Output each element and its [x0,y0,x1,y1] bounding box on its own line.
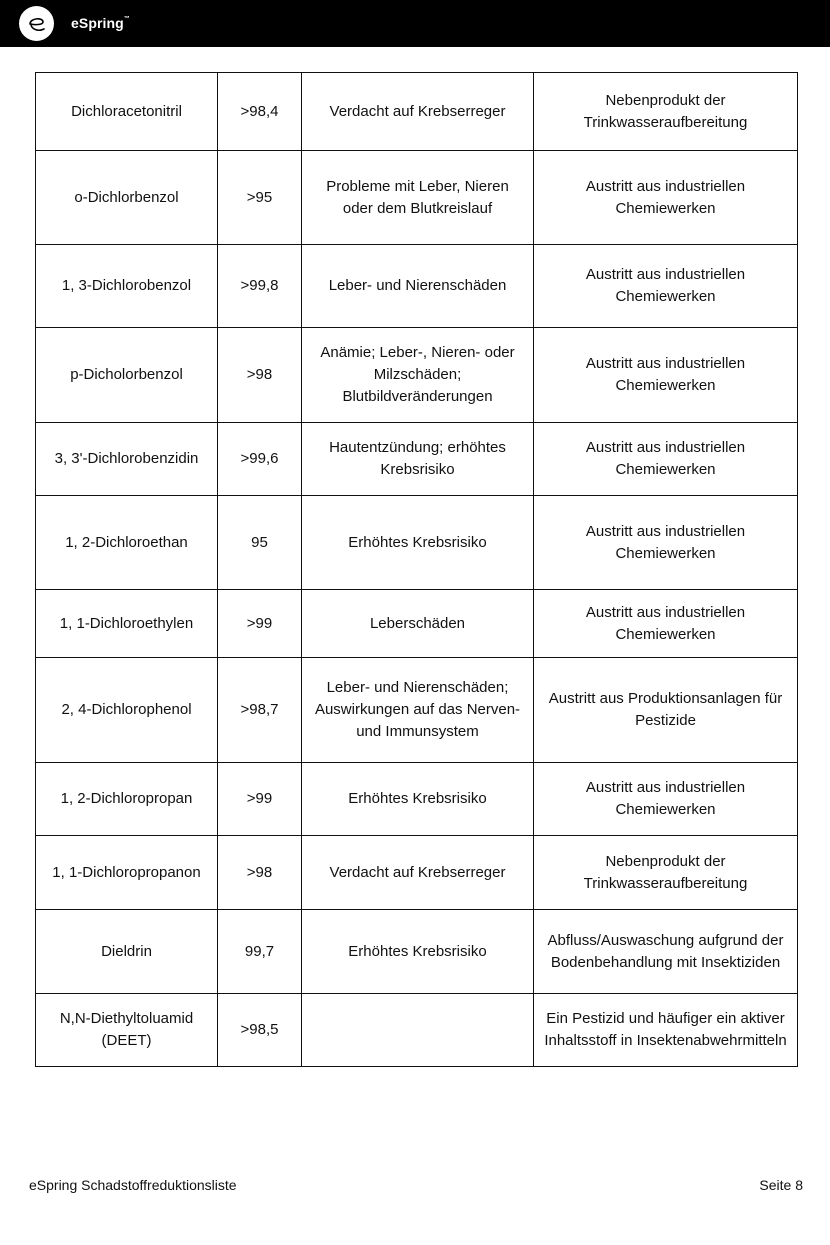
substance-cell: 1, 2-Dichloroethan [36,496,218,590]
risk-cell: Anämie; Leber-, Nieren- oder Milzschäden; Blutbildveränderungen [302,328,534,423]
espring-logo-icon [19,6,54,41]
source-cell: Austritt aus Produktionsanlagen für Pestizide [534,658,798,763]
risk-cell: Leber- und Nierenschäden; Auswirkungen auf das Nerven- und Immunsystem [302,658,534,763]
contaminant-table [35,72,798,1067]
substance-cell: 2, 4-Dichlorophenol [36,658,218,763]
table-row [36,658,798,763]
risk-cell: Erhöhtes Krebsrisiko [302,763,534,836]
table-row [36,151,798,245]
table-row [36,73,798,151]
source-cell: Austritt aus industriellen Chemiewerken [534,590,798,658]
source-cell: Nebenprodukt der Trinkwasseraufbereitung [534,73,798,151]
table-row [36,496,798,590]
reduction-cell: 95 [218,496,302,590]
reduction-cell: >99 [218,763,302,836]
brand-name [71,15,130,31]
reduction-cell: >99,8 [218,245,302,328]
trademark: ™ [123,16,130,22]
table-row [36,994,798,1067]
source-cell: Austritt aus industriellen Chemiewerken [534,763,798,836]
reduction-cell: >98,5 [218,994,302,1067]
substance-cell: Dieldrin [36,910,218,994]
risk-cell: Leber- und Nierenschäden [302,245,534,328]
table-row [36,245,798,328]
substance-cell: o-Dichlorbenzol [36,151,218,245]
substance-cell: 3, 3'-Dichlorobenzidin [36,423,218,496]
source-cell: Nebenprodukt der Trinkwasseraufbereitung [534,836,798,910]
risk-cell [302,994,534,1067]
substance-cell: 1, 1-Dichloropropanon [36,836,218,910]
substance-cell: Dichloracetonitril [36,73,218,151]
substance-cell: 1, 3-Dichlorobenzol [36,245,218,328]
substance-cell: p-Dicholorbenzol [36,328,218,423]
substance-cell: 1, 1-Dichloroethylen [36,590,218,658]
footer-document-title: eSpring Schadstoffreduktionsliste [29,1177,237,1193]
substance-cell: 1, 2-Dichloropropan [36,763,218,836]
reduction-cell: >98 [218,328,302,423]
reduction-cell: >99,6 [218,423,302,496]
reduction-cell: >98 [218,836,302,910]
risk-cell: Hautentzündung; erhöhtes Krebsrisiko [302,423,534,496]
risk-cell: Verdacht auf Krebserreger [302,73,534,151]
page-header [0,0,830,47]
table-row [36,423,798,496]
source-cell: Austritt aus industriellen Chemiewerken [534,245,798,328]
risk-cell: Verdacht auf Krebserreger [302,836,534,910]
risk-cell: Leberschäden [302,590,534,658]
reduction-cell: 99,7 [218,910,302,994]
source-cell: Austritt aus industriellen Chemiewerken [534,328,798,423]
risk-cell: Erhöhtes Krebsrisiko [302,496,534,590]
source-cell: Ein Pestizid und häufiger ein aktiver Inhaltsstoff in Insektenabwehrmitteln [534,994,798,1067]
reduction-cell: >95 [218,151,302,245]
espring-logo-glyph [26,13,48,35]
table-row [36,328,798,423]
reduction-cell: >99 [218,590,302,658]
footer-page-number: Seite 8 [759,1177,803,1193]
table-row [36,910,798,994]
risk-cell: Erhöhtes Krebsrisiko [302,910,534,994]
brand-text: eSpring [71,15,124,31]
reduction-cell: >98,4 [218,73,302,151]
risk-cell: Probleme mit Leber, Nieren oder dem Blutkreislauf [302,151,534,245]
source-cell: Austritt aus industriellen Chemiewerken [534,423,798,496]
source-cell: Austritt aus industriellen Chemiewerken [534,151,798,245]
table-row [36,590,798,658]
table-row [36,763,798,836]
table-row [36,836,798,910]
substance-cell: N,N-Diethyltoluamid (DEET) [36,994,218,1067]
source-cell: Abfluss/Auswaschung aufgrund der Bodenbehandlung mit Insektiziden [534,910,798,994]
reduction-cell: >98,7 [218,658,302,763]
source-cell: Austritt aus industriellen Chemiewerken [534,496,798,590]
